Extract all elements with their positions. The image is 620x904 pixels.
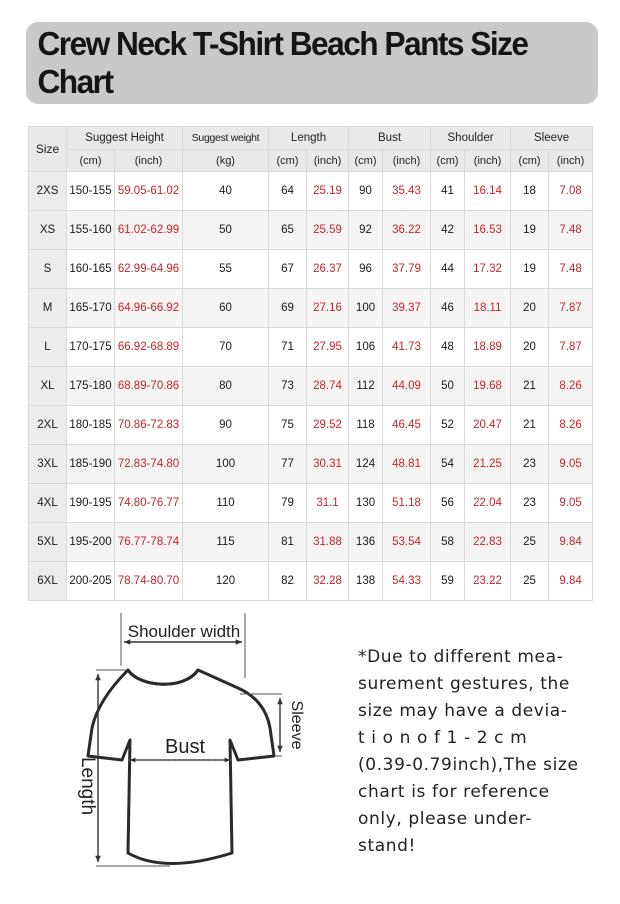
table-cell: 51.18 [383,484,431,523]
table-cell: 72.83-74.80 [115,445,183,484]
table-cell: 175-180 [67,367,115,406]
table-cell: 90 [183,406,269,445]
table-cell: 18.89 [465,328,511,367]
table-cell: 20 [511,328,549,367]
table-cell: 31.88 [307,523,349,562]
table-cell: 165-170 [67,289,115,328]
table-cell: 18 [511,172,549,211]
tshirt-measurement-diagram [30,608,340,898]
table-cell: 36.22 [383,211,431,250]
table-cell: 71 [269,328,307,367]
table-cell: 22.04 [465,484,511,523]
table-cell: 73 [269,367,307,406]
table-cell: 68.89-70.86 [115,367,183,406]
table-cell: 7.87 [549,289,593,328]
size-cell: 2XL [29,406,67,445]
table-row [29,562,593,601]
table-cell: 41.73 [383,328,431,367]
table-cell: 110 [183,484,269,523]
sleeve-label: Sleeve [288,700,305,750]
table-cell: 124 [349,445,383,484]
table-cell: 67 [269,250,307,289]
table-cell: 90 [349,172,383,211]
table-row [29,211,593,250]
size-cell: L [29,328,67,367]
unit-cm: (cm) [349,150,383,172]
table-cell: 32.28 [307,562,349,601]
table-cell: 190-195 [67,484,115,523]
table-cell: 48 [431,328,465,367]
table-cell: 23.22 [465,562,511,601]
table-cell: 150-155 [67,172,115,211]
table-cell: 30.31 [307,445,349,484]
table-cell: 41 [431,172,465,211]
table-cell: 27.95 [307,328,349,367]
table-cell: 69 [269,289,307,328]
table-cell: 31.1 [307,484,349,523]
table-cell: 54 [431,445,465,484]
page-title: Crew Neck T-Shirt Beach Pants Size Chart [37,25,528,100]
table-cell: 7.48 [549,211,593,250]
size-cell: 4XL [29,484,67,523]
table-cell: 92 [349,211,383,250]
table-cell: 120 [183,562,269,601]
table-cell: 78.74-80.70 [115,562,183,601]
table-cell: 21 [511,367,549,406]
length-label: Length [77,756,98,816]
table-cell: 39.37 [383,289,431,328]
table-cell: 100 [183,445,269,484]
size-cell: 2XS [29,172,67,211]
table-cell: 195-200 [67,523,115,562]
table-cell: 106 [349,328,383,367]
table-cell: 28.74 [307,367,349,406]
table-cell: 82 [269,562,307,601]
height-header: Suggest Height [67,127,183,150]
table-cell: 70.86-72.83 [115,406,183,445]
size-cell: XS [29,211,67,250]
tshirt-diagram-svg [30,608,340,898]
table-cell: 20.47 [465,406,511,445]
table-cell: 42 [431,211,465,250]
table-cell: 16.14 [465,172,511,211]
size-cell: S [29,250,67,289]
unit-cm: (cm) [431,150,465,172]
table-cell: 56 [431,484,465,523]
table-cell: 155-160 [67,211,115,250]
size-cell: M [29,289,67,328]
table-cell: 21 [511,406,549,445]
unit-inch: (inch) [465,150,511,172]
table-cell: 19 [511,211,549,250]
table-cell: 118 [349,406,383,445]
table-row [29,289,593,328]
table-cell: 50 [183,211,269,250]
table-cell: 25.59 [307,211,349,250]
size-cell: XL [29,367,67,406]
table-cell: 17.32 [465,250,511,289]
size-cell: 3XL [29,445,67,484]
table-cell: 50 [431,367,465,406]
table-cell: 23 [511,484,549,523]
size-header: Size [29,127,67,172]
table-cell: 62.99-64.96 [115,250,183,289]
table-row [29,445,593,484]
table-cell: 64 [269,172,307,211]
table-cell: 136 [349,523,383,562]
title-banner [26,22,598,104]
measurement-note: *Due to different mea- surement gestures, the size may have a devia- t i o n o f 1 - 2 c m (0.39-0.79inch),The size chart is for reference only, please under- stand! [358,647,579,856]
table-cell: 60 [183,289,269,328]
table-cell: 52 [431,406,465,445]
table-cell: 59.05-61.02 [115,172,183,211]
table-cell: 76.77-78.74 [115,523,183,562]
table-cell: 200-205 [67,562,115,601]
unit-cm: (cm) [67,150,115,172]
table-cell: 138 [349,562,383,601]
table-cell: 66.92-68.89 [115,328,183,367]
table-cell: 44.09 [383,367,431,406]
table-cell: 25 [511,523,549,562]
table-cell: 27.16 [307,289,349,328]
table-cell: 46 [431,289,465,328]
table-cell: 70 [183,328,269,367]
table-cell: 64.96-66.92 [115,289,183,328]
table-cell: 100 [349,289,383,328]
table-cell: 160-165 [67,250,115,289]
sleeve-header: Sleeve [511,127,593,150]
table-cell: 37.79 [383,250,431,289]
table-cell: 25.19 [307,172,349,211]
bust-header: Bust [349,127,431,150]
table-cell: 9.05 [549,445,593,484]
table-cell: 7.87 [549,328,593,367]
table-cell: 54.33 [383,562,431,601]
unit-inch: (inch) [115,150,183,172]
unit-kg: (kg) [183,150,269,172]
table-cell: 16.53 [465,211,511,250]
table-cell: 46.45 [383,406,431,445]
table-cell: 77 [269,445,307,484]
shoulder-width-label: Shoulder width [127,622,241,641]
table-cell: 180-185 [67,406,115,445]
unit-inch: (inch) [549,150,593,172]
table-cell: 185-190 [67,445,115,484]
table-cell: 19.68 [465,367,511,406]
table-row [29,367,593,406]
table-cell: 35.43 [383,172,431,211]
size-cell: 5XL [29,523,67,562]
table-cell: 22.83 [465,523,511,562]
table-cell: 48.81 [383,445,431,484]
table-cell: 61.02-62.99 [115,211,183,250]
table-cell: 25 [511,562,549,601]
table-cell: 115 [183,523,269,562]
table-row [29,523,593,562]
length-header: Length [269,127,349,150]
table-cell: 65 [269,211,307,250]
unit-inch: (inch) [383,150,431,172]
table-cell: 7.08 [549,172,593,211]
table-cell: 55 [183,250,269,289]
table-cell: 81 [269,523,307,562]
table-cell: 96 [349,250,383,289]
table-cell: 170-175 [67,328,115,367]
table-cell: 26.37 [307,250,349,289]
table-cell: 23 [511,445,549,484]
bust-label: Bust [164,736,206,758]
table-cell: 18.11 [465,289,511,328]
table-cell: 79 [269,484,307,523]
table-cell: 75 [269,406,307,445]
unit-cm: (cm) [269,150,307,172]
table-row [29,406,593,445]
table-cell: 8.26 [549,406,593,445]
unit-cm: (cm) [511,150,549,172]
size-rows [29,172,593,601]
table-cell: 130 [349,484,383,523]
table-cell: 44 [431,250,465,289]
table-cell: 53.54 [383,523,431,562]
tshirt-outline-icon [88,670,274,864]
weight-header: Suggest weight [183,127,269,150]
table-cell: 8.26 [549,367,593,406]
table-cell: 20 [511,289,549,328]
table-cell: 29.52 [307,406,349,445]
table-cell: 9.84 [549,562,593,601]
size-chart-table [28,126,593,601]
table-row [29,250,593,289]
unit-inch: (inch) [307,150,349,172]
table-cell: 112 [349,367,383,406]
size-cell: 6XL [29,562,67,601]
table-cell: 9.84 [549,523,593,562]
table-cell: 58 [431,523,465,562]
table-cell: 40 [183,172,269,211]
table-cell: 74.80-76.77 [115,484,183,523]
table-row [29,328,593,367]
table-row [29,484,593,523]
table-cell: 80 [183,367,269,406]
table-cell: 7.48 [549,250,593,289]
table-cell: 59 [431,562,465,601]
shoulder-header: Shoulder [431,127,511,150]
table-row [29,172,593,211]
table-cell: 9.05 [549,484,593,523]
table-cell: 21.25 [465,445,511,484]
table-cell: 19 [511,250,549,289]
